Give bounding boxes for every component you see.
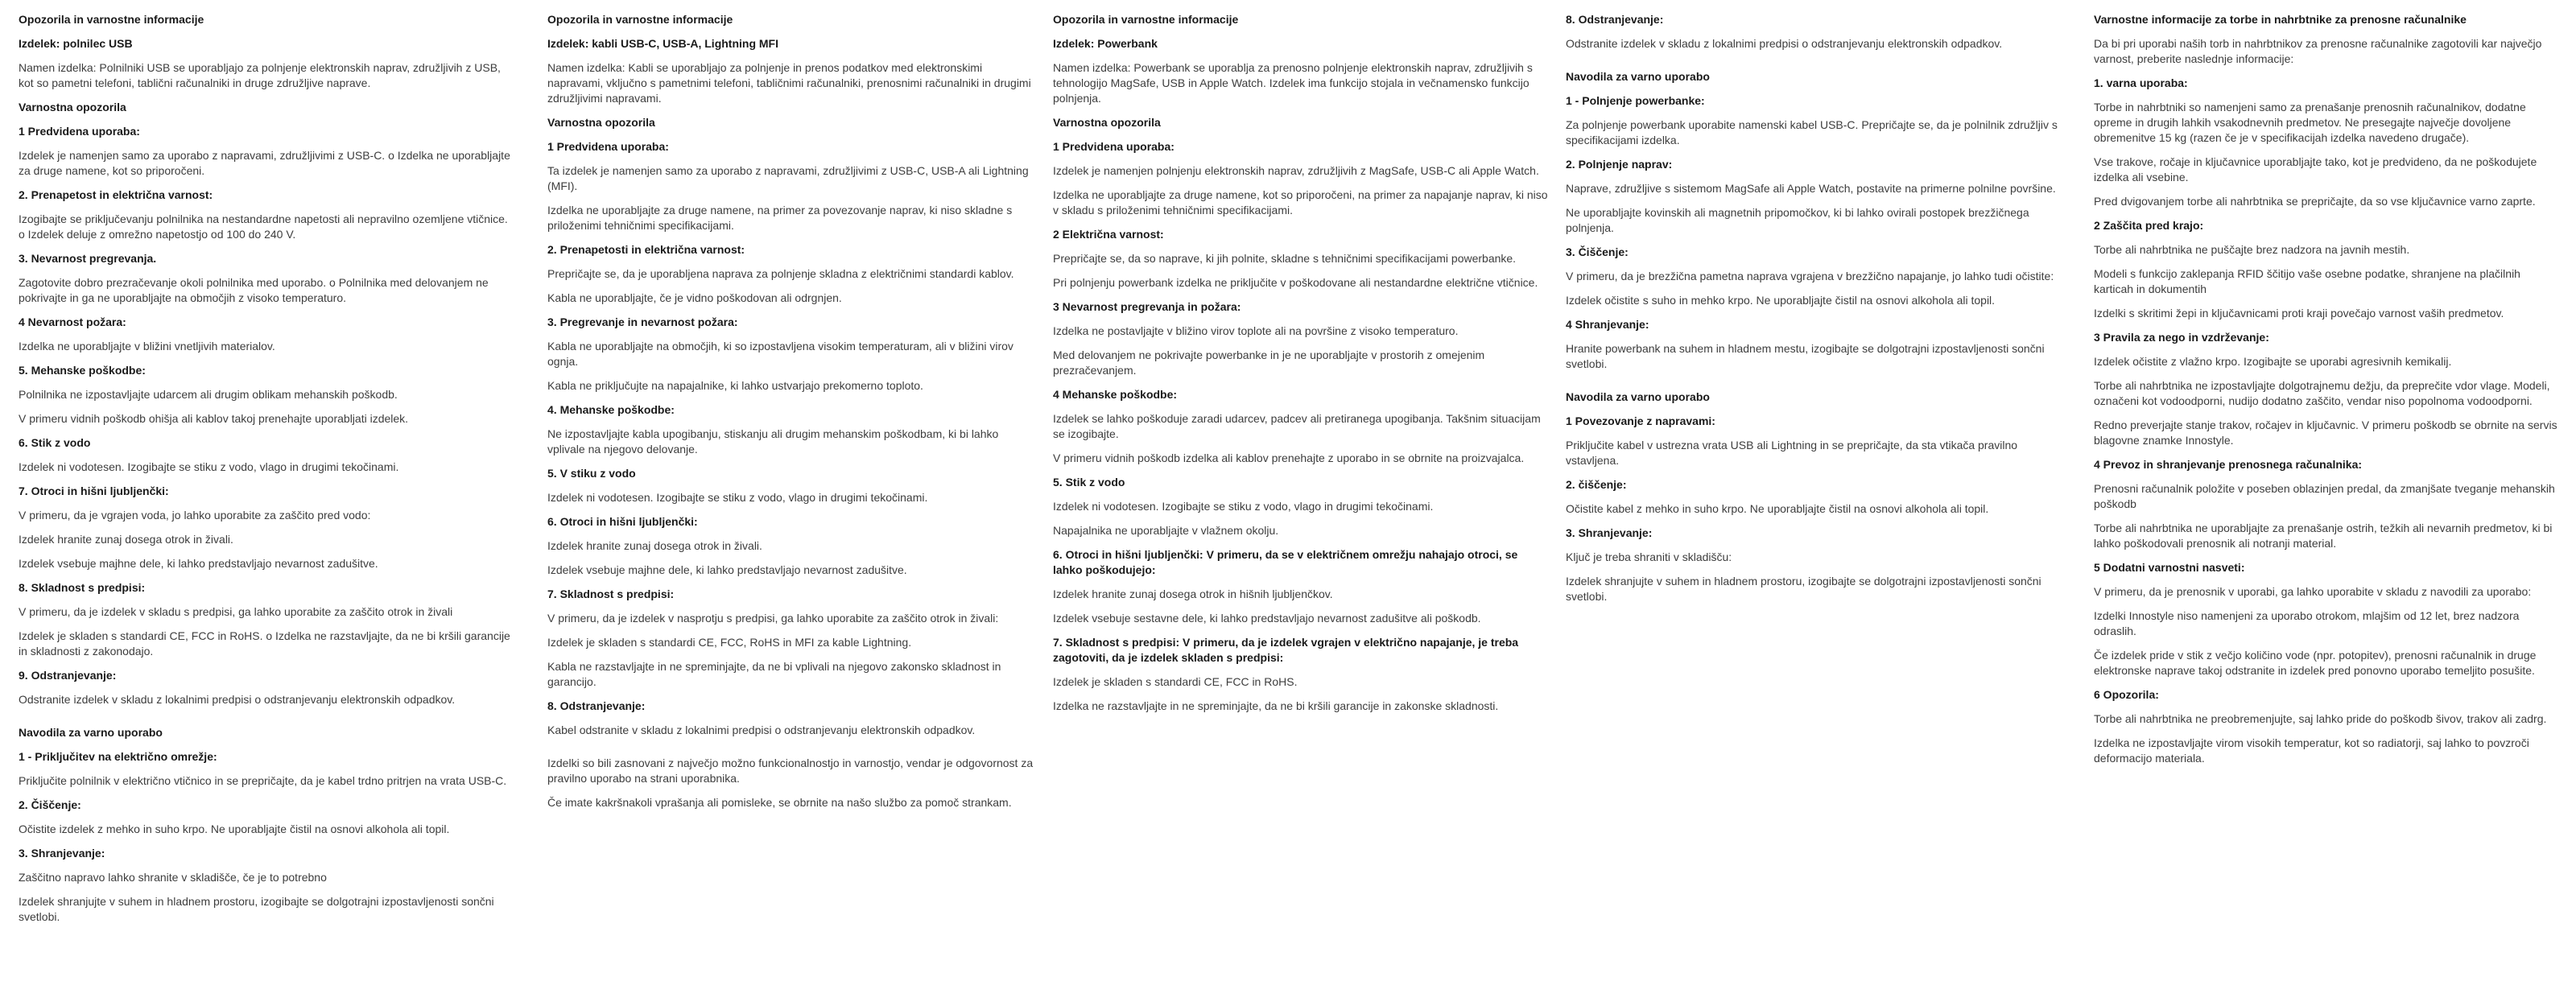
document-section	[547, 12, 1034, 738]
paragraph: V primeru, da je prenosnik v uporabi, ga lahko uporabite v skladu z navodili za uporabo:	[2094, 585, 2532, 598]
section-heading: 3. Nevarnost pregrevanja.	[19, 252, 157, 265]
section-heading: 5. V stiku z vodo	[547, 467, 636, 480]
paragraph: Torbe ali nahrbtnika ne uporabljajte za prenašanje ostrih, težkih ali nevarnih predmetov, ki bi lahko poškodovali prenosnik ali notranji material.	[2094, 522, 2553, 550]
paragraph: Izdelek ni vodotesen. Izogibajte se stiku z vodo, vlago in drugimi tekočinami.	[19, 460, 399, 473]
section-heading: Izdelek: polnilec USB	[19, 37, 133, 50]
paragraph: V primeru vidnih poškodb izdelka ali kablov prenehajte z uporabo in se obrnite na proizvajalca.	[1053, 451, 1525, 464]
paragraph: Izdelek očistite z vlažno krpo. Izogibajte se uporabi agresivnih kemikalij.	[2094, 355, 2452, 368]
document-column-usage-instructions	[1566, 12, 2065, 613]
paragraph: Napajalnika ne uporabljajte v vlažnem okolju.	[1053, 524, 1279, 537]
section-heading: Izdelek: kabli USB-C, USB-A, Lightning MFI	[547, 37, 778, 50]
paragraph: Ne izpostavljajte kabla upogibanju, stiskanju ali drugim mehanskim poškodbam, ki bi lahko vplivale na njegovo delovanje.	[547, 427, 999, 456]
paragraph: Če izdelek pride v stik z večjo količino vode (npr. potopitev), prenosni računalnik in druge elektronske naprave takoj odstranite in izdelek pred ponovno uporabo temeljito posušite.	[2094, 649, 2537, 677]
paragraph: Med delovanjem ne pokrivajte powerbanke in je ne uporabljajte v prostorih z omejenim prezračevanjem.	[1053, 348, 1485, 377]
section-heading: 3. Shranjevanje:	[1566, 526, 1653, 539]
paragraph: Izdelka ne uporabljajte za druge namene, kot so priporočeni, na primer za napajanje naprav, ki niso v skladu s priloženimi tehničnimi specifikacijami.	[1053, 188, 1548, 216]
paragraph: V primeru vidnih poškodb ohišja ali kablov takoj prenehajte uporabljati izdelek.	[19, 412, 409, 425]
paragraph: Da bi pri uporabi naših torb in nahrbtnikov za prenosne računalnike zagotovili kar največjo varnost, preberite naslednje informacije:	[2094, 37, 2542, 65]
section-heading: 3. Pregrevanje in nevarnost požara:	[547, 315, 738, 328]
paragraph: Torbe ali nahrbtnika ne puščajte brez nadzora na javnih mestih.	[2094, 243, 2410, 256]
paragraph: Izdelka ne postavljajte v bližino virov toplote ali na površine z visoko temperaturo.	[1053, 324, 1459, 337]
section-heading: Varnostne informacije za torbe in nahrbtnike za prenosne računalnike	[2094, 13, 2467, 26]
section-heading: 1 - Priključitev na električno omrežje:	[19, 750, 217, 763]
paragraph: Prepričajte se, da je uporabljena naprava za polnjenje skladna z električnimi standardi kablov.	[547, 267, 1014, 280]
section-heading: 6 Opozorila:	[2094, 688, 2159, 701]
paragraph: Izdelek hranite zunaj dosega otrok in hišnih ljubljenčkov.	[1053, 588, 1333, 600]
paragraph: Hranite powerbank na suhem in hladnem mestu, izogibajte se dolgotrajni izpostavljenosti sončni svetlobi.	[1566, 342, 2045, 370]
section-heading: Varnostna opozorila	[547, 116, 655, 129]
paragraph: Odstranite izdelek v skladu z lokalnimi predpisi o odstranjevanju elektronskih odpadkov.	[1566, 37, 2003, 50]
section-heading: 1 Predvidena uporaba:	[547, 140, 669, 153]
section-heading: 2. Polnjenje naprav:	[1566, 158, 1673, 171]
section-heading: 5. Mehanske poškodbe:	[19, 364, 146, 377]
document-section	[19, 12, 514, 707]
section-heading: 2. Čiščenje:	[19, 798, 81, 811]
paragraph: Izdelek hranite zunaj dosega otrok in živali.	[547, 539, 762, 552]
paragraph: Izdelek hranite zunaj dosega otrok in živali.	[19, 533, 233, 546]
section-heading: 6. Otroci in hišni ljubljenčki:	[547, 515, 698, 528]
document-column-cables	[547, 12, 1034, 819]
paragraph: Izdelek je namenjen samo za uporabo z napravami, združljivimi z USB-C. o Izdelka ne uporabljajte za druge namene, kot so priporočeni.	[19, 149, 510, 177]
paragraph: Izdelek ni vodotesen. Izogibajte se stiku z vodo, vlago in drugimi tekočinami.	[1053, 500, 1434, 513]
paragraph: V primeru, da je vgrajen voda, jo lahko uporabite za zaščito pred vodo:	[19, 509, 371, 522]
section-heading: 3 Nevarnost pregrevanja in požara:	[1053, 300, 1241, 313]
paragraph: Kabla ne uporabljajte na območjih, ki so izpostavljena visokim temperaturam, ali v bližini virov ognja.	[547, 340, 1013, 368]
section-heading: 3. Čiščenje:	[1566, 245, 1629, 258]
paragraph: Namen izdelka: Kabli se uporabljajo za polnjenje in prenos podatkov med elektronskimi napravami, vključno s pametnimi telefoni, tabličnimi računalniki, prenosnimi računalniki in drugimi združljivimi napravami.	[547, 61, 1031, 105]
paragraph: Pri polnjenju powerbank izdelka ne priključite v poškodovane ali nestandardne električne vtičnice.	[1053, 276, 1538, 289]
paragraph: Namen izdelka: Powerbank se uporablja za prenosno polnjenje elektronskih naprav, združljivih s tehnologijo MagSafe, USB in Apple Watch. Izdelek ima funkcijo stojala in večnamensko funkcijo polnjenja.	[1053, 61, 1533, 105]
paragraph: Namen izdelka: Polnilniki USB se uporabljajo za polnjenje elektronskih naprav, združljivih z USB, kot so pametni telefoni, tablični računalniki in druge združljive naprave.	[19, 61, 501, 89]
paragraph: Izogibajte se priključevanju polnilnika na nestandardne napetosti ali nepravilno ozemljene vtičnice. o Izdelek deluje z omrežno napetostjo od 100 do 240 V.	[19, 212, 508, 241]
paragraph: Izdelek je namenjen polnjenju elektronskih naprav, združljivih z MagSafe, USB-C ali Apple Watch.	[1053, 164, 1539, 177]
paragraph: Če imate kakršnakoli vprašanja ali pomisleke, se obrnite na našo službo za pomoč strankam.	[547, 796, 1012, 809]
document-section	[1566, 69, 2065, 372]
section-heading: 3. Shranjevanje:	[19, 847, 105, 860]
section-heading: 4 Shranjevanje:	[1566, 318, 1649, 331]
paragraph: Izdelek je skladen s standardi CE, FCC in RoHS.	[1053, 675, 1298, 688]
paragraph: Odstranite izdelek v skladu z lokalnimi predpisi o odstranjevanju elektronskih odpadkov.	[19, 693, 456, 706]
section-heading: Izdelek: Powerbank	[1053, 37, 1158, 50]
section-heading: Opozorila in varnostne informacije	[1053, 13, 1239, 26]
paragraph: Izdelka ne izpostavljajte virom visokih temperatur, kot so radiatorji, saj lahko to povzroči deformacijo materiala.	[2094, 736, 2529, 765]
paragraph: Izdelek je skladen s standardi CE, FCC in RoHS. o Izdelka ne razstavljajte, da ne bi kršili garancije in skladnosti z zakonodajo.	[19, 629, 510, 658]
section-heading: 2. Prenapetosti in električna varnost:	[547, 243, 745, 256]
section-heading: 9. Odstranjevanje:	[19, 669, 117, 682]
paragraph: Torbe in nahrbtniki so namenjeni samo za prenašanje prenosnih računalnikov, dodatne opreme in drugih lahkih vsakodnevnih predmetov. Ne presegajte največje dovoljene obremenitve 15 kg (razen če je v specifikacijah izdelka navedeno drugače).	[2094, 101, 2526, 144]
section-heading: 3 Pravila za nego in vzdrževanje:	[2094, 331, 2269, 344]
paragraph: Priključite polnilnik v električno vtičnico in se prepričajte, da je kabel trdno pritrjen na vrata USB-C.	[19, 774, 507, 787]
paragraph: Polnilnika ne izpostavljajte udarcem ali drugim oblikam mehanskih poškodb.	[19, 388, 398, 401]
document-section	[1053, 12, 1548, 714]
paragraph: Torbe ali nahrbtnika ne izpostavljajte dolgotrajnemu dežju, da preprečite vdor vlage. Modeli, označeni kot vodoodporni, nudijo dodatno zaščito, vendar niso popolnoma vodoodporni.	[2094, 379, 2550, 407]
paragraph: Naprave, združljive s sistemom MagSafe ali Apple Watch, postavite na primerne polnilne površine.	[1566, 182, 2056, 195]
section-heading: 4 Mehanske poškodbe:	[1053, 388, 1178, 401]
paragraph: Izdelek shranjujte v suhem in hladnem prostoru, izogibajte se dolgotrajni izpostavljenosti sončni svetlobi.	[1566, 575, 2041, 603]
section-heading: 1 Predvidena uporaba:	[19, 125, 140, 138]
paragraph: Izdelki so bili zasnovani z največjo možno funkcionalnostjo in varnostjo, vendar je odgovornost za pravilno uporabo na strani uporabnika.	[547, 757, 1034, 785]
section-heading: 1 - Polnjenje powerbanke:	[1566, 94, 1705, 107]
document-section	[1566, 12, 2065, 52]
paragraph: Izdelek ni vodotesen. Izogibajte se stiku z vodo, vlago in drugimi tekočinami.	[547, 491, 928, 504]
paragraph: Izdelek je skladen s standardi CE, FCC, RoHS in MFI za kable Lightning.	[547, 636, 912, 649]
paragraph: Izdelka ne uporabljajte v bližini vnetljivih materialov.	[19, 340, 275, 353]
section-heading: 7. Otroci in hišni ljubljenčki:	[19, 484, 169, 497]
document-column-powerbank	[1053, 12, 1548, 723]
paragraph: Izdelek vsebuje majhne dele, ki lahko predstavljajo nevarnost zadušitve.	[19, 557, 378, 570]
section-heading: 8. Odstranjevanje:	[1566, 13, 1664, 26]
section-heading: 2. čiščenje:	[1566, 478, 1627, 491]
section-heading: Opozorila in varnostne informacije	[19, 13, 204, 26]
document-section	[19, 725, 514, 925]
paragraph: V primeru, da je izdelek v skladu s predpisi, ga lahko uporabite za zaščito otrok in živali	[19, 605, 453, 618]
section-heading: Navodila za varno uporabo	[1566, 390, 1710, 403]
paragraph: Izdelek očistite s suho in mehko krpo. Ne uporabljajte čistil na osnovi alkohola ali topil.	[1566, 294, 1996, 307]
section-heading: Varnostna opozorila	[19, 101, 126, 113]
paragraph: Očistite izdelek z mehko in suho krpo. Ne uporabljajte čistil na osnovi alkohola ali topil.	[19, 823, 450, 835]
section-heading: 4. Mehanske poškodbe:	[547, 403, 675, 416]
paragraph: Izdelek vsebuje sestavne dele, ki lahko predstavljajo nevarnost zadušitve ali poškodb.	[1053, 612, 1481, 625]
paragraph: V primeru, da je izdelek v nasprotju s predpisi, ga lahko uporabite za zaščito otrok in živali:	[547, 612, 999, 625]
paragraph: Kabla ne razstavljajte in ne spreminjajte, da ne bi vplivali na njegovo zakonsko skladnost in garancijo.	[547, 660, 1001, 688]
section-heading: 5. Stik z vodo	[1053, 476, 1125, 489]
paragraph: V primeru, da je brezžična pametna naprava vgrajena v brezžično napajanje, jo lahko tudi očistite:	[1566, 270, 2054, 282]
paragraph: Zaščitno napravo lahko shranite v skladišče, če je to potrebno	[19, 871, 327, 884]
document-section	[547, 756, 1034, 810]
section-heading: Opozorila in varnostne informacije	[547, 13, 733, 26]
paragraph: Ne uporabljajte kovinskih ali magnetnih pripomočkov, ki bi lahko ovirali postopek brezžičnega polnjenja.	[1566, 206, 2029, 234]
section-heading: 6. Stik z vodo	[19, 436, 91, 449]
paragraph: Prenosni računalnik položite v poseben oblazinjen predal, da zmanjšate tveganje mehanskih poškodb	[2094, 482, 2555, 510]
document-section	[2094, 12, 2559, 766]
paragraph: Ta izdelek je namenjen samo za uporabo z napravami, združljivimi z USB-C, USB-A ali Lightning (MFI).	[547, 164, 1029, 192]
paragraph: Izdelek se lahko poškoduje zaradi udarcev, padcev ali pretiranega upogibanja. Takšnim situacijam se izogibajte.	[1053, 412, 1541, 440]
section-heading: 8. Skladnost s predpisi:	[19, 581, 146, 594]
section-heading: 7. Skladnost s predpisi:	[547, 588, 675, 600]
section-heading: 4 Nevarnost požara:	[19, 315, 126, 328]
paragraph: Izdelki Innostyle niso namenjeni za uporabo otrokom, mlajšim od 12 let, brez nadzora odraslih.	[2094, 609, 2520, 637]
paragraph: Izdelki s skritimi žepi in ključavnicami proti kraji povečajo varnost vaših predmetov.	[2094, 307, 2504, 320]
section-heading: 7. Skladnost s predpisi: V primeru, da je izdelek vgrajen v električno napajanje, je treba zagotoviti, da je izdelek skladen s predpisi:	[1053, 636, 1519, 664]
section-heading: 8. Odstranjevanje:	[547, 699, 646, 712]
paragraph: Ključ je treba shraniti v skladišču:	[1566, 550, 1732, 563]
paragraph: Vse trakove, ročaje in ključavnice uporabljajte tako, kot je predvideno, da ne poškodujete izdelka ali vsebine.	[2094, 155, 2537, 183]
section-heading: 1 Predvidena uporaba:	[1053, 140, 1174, 153]
paragraph: Izdelka ne razstavljajte in ne spreminjajte, da ne bi kršili garancije in zakonske skladnosti.	[1053, 699, 1499, 712]
section-heading: Navodila za varno uporabo	[19, 726, 163, 739]
section-heading: 2 Električna varnost:	[1053, 228, 1164, 241]
document-column-laptop-bags	[2094, 12, 2559, 775]
paragraph: Priključite kabel v ustrezna vrata USB ali Lightning in se prepričajte, da sta vtikača pravilno vstavljena.	[1566, 439, 2018, 467]
paragraph: Prepričajte se, da so naprave, ki jih polnite, skladne s tehničnimi specifikacijami powerbanke.	[1053, 252, 1517, 265]
section-heading: Varnostna opozorila	[1053, 116, 1161, 129]
paragraph: Izdelka ne uporabljajte za druge namene, na primer za povezovanje naprav, ki niso skladne s priloženimi tehničnimi specifikacijami.	[547, 204, 1013, 232]
document-section	[1566, 390, 2065, 604]
section-heading: 1. varna uporaba:	[2094, 76, 2188, 89]
paragraph: Kabla ne priključujte na napajalnike, ki lahko ustvarjajo prekomerno toploto.	[547, 379, 923, 392]
section-heading: 2 Zaščita pred krajo:	[2094, 219, 2204, 232]
paragraph: Pred dvigovanjem torbe ali nahrbtnika se prepričajte, da so vse ključavnice varno zaprte.	[2094, 195, 2536, 208]
section-heading: 1 Povezovanje z napravami:	[1566, 414, 1715, 427]
section-heading: 2. Prenapetost in električna varnost:	[19, 188, 213, 201]
paragraph: Torbe ali nahrbtnika ne preobremenjujte, saj lahko pride do poškodb šivov, trakov ali zadrg.	[2094, 712, 2547, 725]
paragraph: Kabla ne uporabljajte, če je vidno poškodovan ali odrgnjen.	[547, 291, 842, 304]
paragraph: Očistite kabel z mehko in suho krpo. Ne uporabljajte čistil na osnovi alkohola ali topil.	[1566, 502, 1989, 515]
section-heading: 5 Dodatni varnostni nasveti:	[2094, 561, 2245, 574]
paragraph: Redno preverjajte stanje trakov, ročajev in ključavnic. V primeru poškodb se obrnite na servis blagovne znamke Innostyle.	[2094, 418, 2557, 447]
paragraph: Zagotovite dobro prezračevanje okoli polnilnika med uporabo. o Polnilnika med delovanjem ne pokrivajte in ga ne uporabljajte na območjih z visoko temperaturo.	[19, 276, 489, 304]
section-heading: 6. Otroci in hišni ljubljenčki: V primeru, da se v električnem omrežju nahajajo otroci, se lahko poškodujejo:	[1053, 548, 1518, 576]
paragraph: Kabel odstranite v skladu z lokalnimi predpisi o odstranjevanju elektronskih odpadkov.	[547, 724, 976, 736]
section-heading: 4 Prevoz in shranjevanje prenosnega računalnika:	[2094, 458, 2363, 471]
section-heading: Navodila za varno uporabo	[1566, 70, 1710, 83]
paragraph: Modeli s funkcijo zaklepanja RFID ščitijo vaše osebne podatke, shranjene na plačilnih karticah in dokumentih	[2094, 267, 2520, 295]
paragraph: Izdelek vsebuje majhne dele, ki lahko predstavljajo nevarnost zadušitve.	[547, 563, 907, 576]
paragraph: Za polnjenje powerbank uporabite namenski kabel USB-C. Prepričajte se, da je polnilnik združljiv s specifikacijami izdelka.	[1566, 118, 2058, 146]
paragraph: Izdelek shranjujte v suhem in hladnem prostoru, izogibajte se dolgotrajni izpostavljenosti sončni svetlobi.	[19, 895, 494, 923]
document-column-usb-charger	[19, 12, 514, 934]
